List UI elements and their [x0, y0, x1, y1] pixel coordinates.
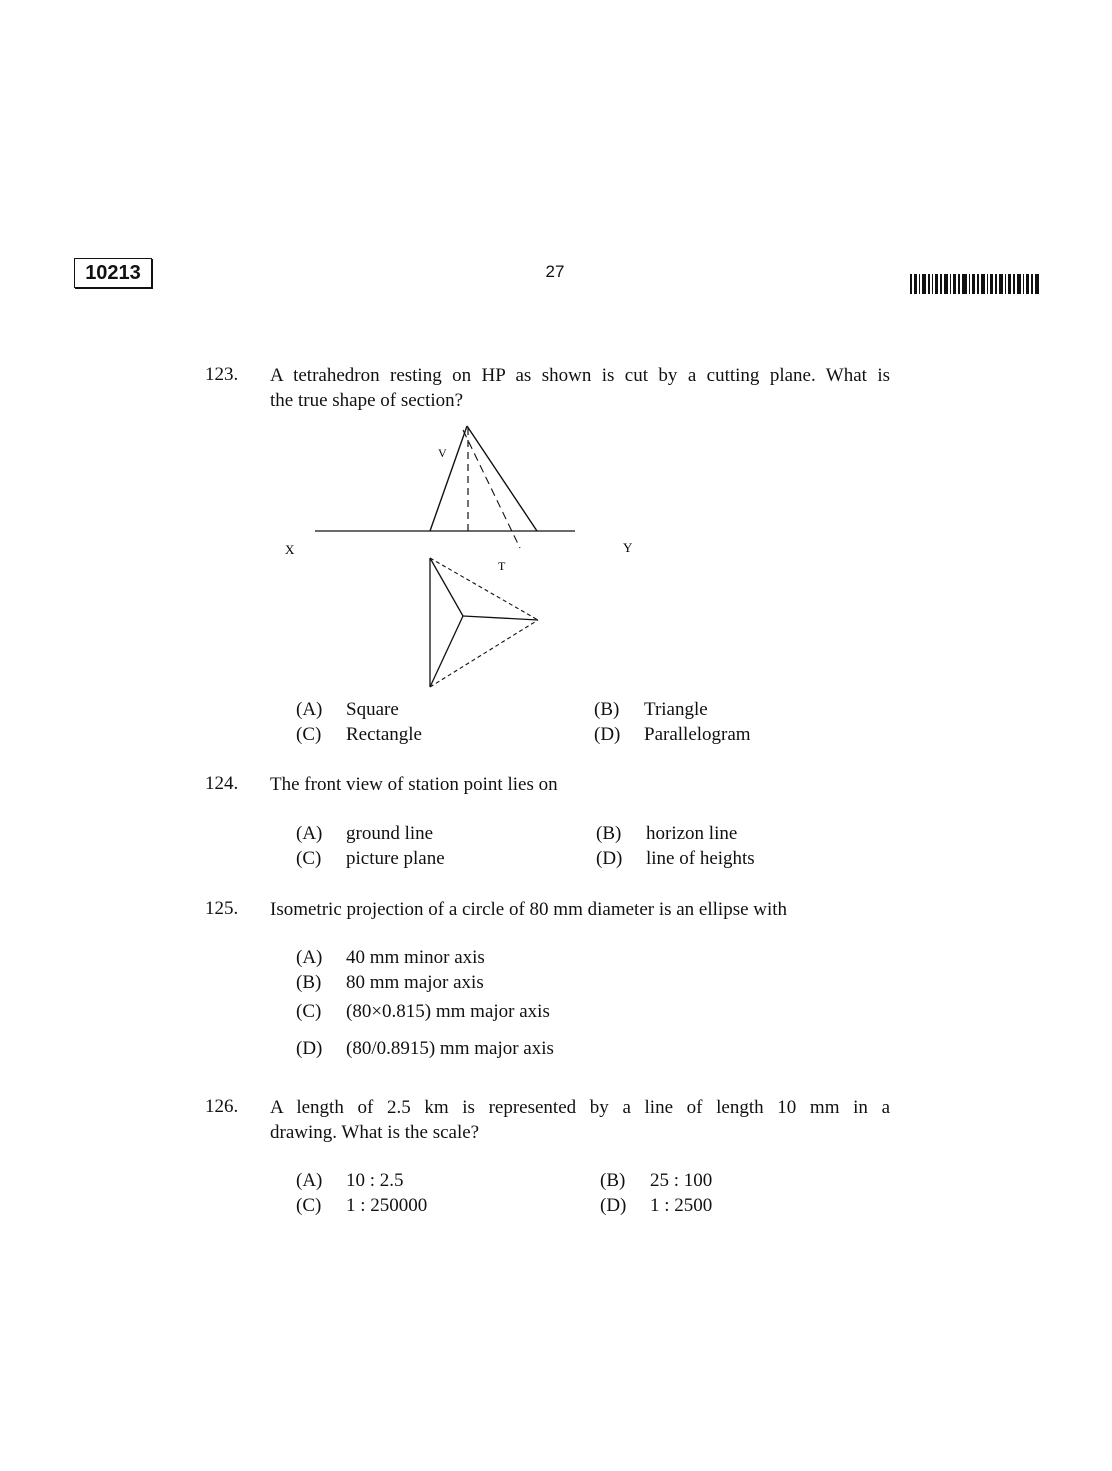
- paper-code-box: 10213: [74, 258, 152, 288]
- front-view-edge: [430, 426, 467, 531]
- question-text-line: The front view of station point lies on: [270, 774, 558, 795]
- top-view-edge: [430, 558, 463, 616]
- top-view-edge: [430, 616, 463, 687]
- question-text-line: Isometric projection of a circle of 80 mm diameter is an ellipse with: [270, 899, 788, 920]
- option-c[interactable]: (C) 1 : 250000: [296, 1195, 428, 1216]
- figure-label-y: Y: [623, 540, 633, 555]
- option-a[interactable]: (A) 10 : 2.5: [296, 1170, 404, 1191]
- option-a[interactable]: (A) ground line: [296, 823, 434, 844]
- option-d[interactable]: (D) line of heights: [596, 848, 755, 869]
- tetrahedron-figure: [280, 420, 633, 690]
- barcode-image: [910, 274, 1040, 294]
- question-text-line: the true shape of section?: [270, 390, 464, 411]
- option-c[interactable]: (C) (80×0.815) mm major axis: [296, 1001, 550, 1022]
- option-d[interactable]: (D) (80/0.8915) mm major axis: [296, 1038, 554, 1059]
- option-c[interactable]: (C) picture plane: [296, 848, 445, 869]
- figure-label-v: V: [438, 446, 447, 460]
- figure-label-x: X: [285, 542, 295, 557]
- page-number: 27: [545, 262, 565, 281]
- cutting-plane-line: [463, 430, 520, 548]
- question-text-line: A tetrahedron resting on HP as shown is cut by a cutting plane. What is: [270, 365, 890, 386]
- question-number: 123.: [205, 364, 239, 385]
- question-number: 125.: [205, 898, 239, 919]
- option-d[interactable]: (D) 1 : 2500: [600, 1195, 713, 1216]
- option-d[interactable]: (D) Parallelogram: [594, 724, 751, 745]
- question-number: 124.: [205, 773, 239, 794]
- top-view-edge: [463, 616, 538, 620]
- question-number: 126.: [205, 1096, 239, 1117]
- question-text-line: A length of 2.5 km is represented by a line of length 10 mm in a: [270, 1097, 890, 1118]
- figure-label-t: T: [498, 559, 506, 573]
- option-a[interactable]: (A) 40 mm minor axis: [296, 947, 485, 968]
- question-text-line: drawing. What is the scale?: [270, 1122, 480, 1143]
- option-b[interactable]: (B) Triangle: [594, 699, 708, 720]
- option-c[interactable]: (C) Rectangle: [296, 724, 422, 745]
- top-view-edge: [430, 558, 538, 620]
- option-b[interactable]: (B) 80 mm major axis: [296, 972, 484, 993]
- option-b[interactable]: (B) horizon line: [596, 823, 738, 844]
- option-b[interactable]: (B) 25 : 100: [600, 1170, 713, 1191]
- front-view-edge: [467, 426, 537, 531]
- option-a[interactable]: (A) Square: [296, 699, 399, 720]
